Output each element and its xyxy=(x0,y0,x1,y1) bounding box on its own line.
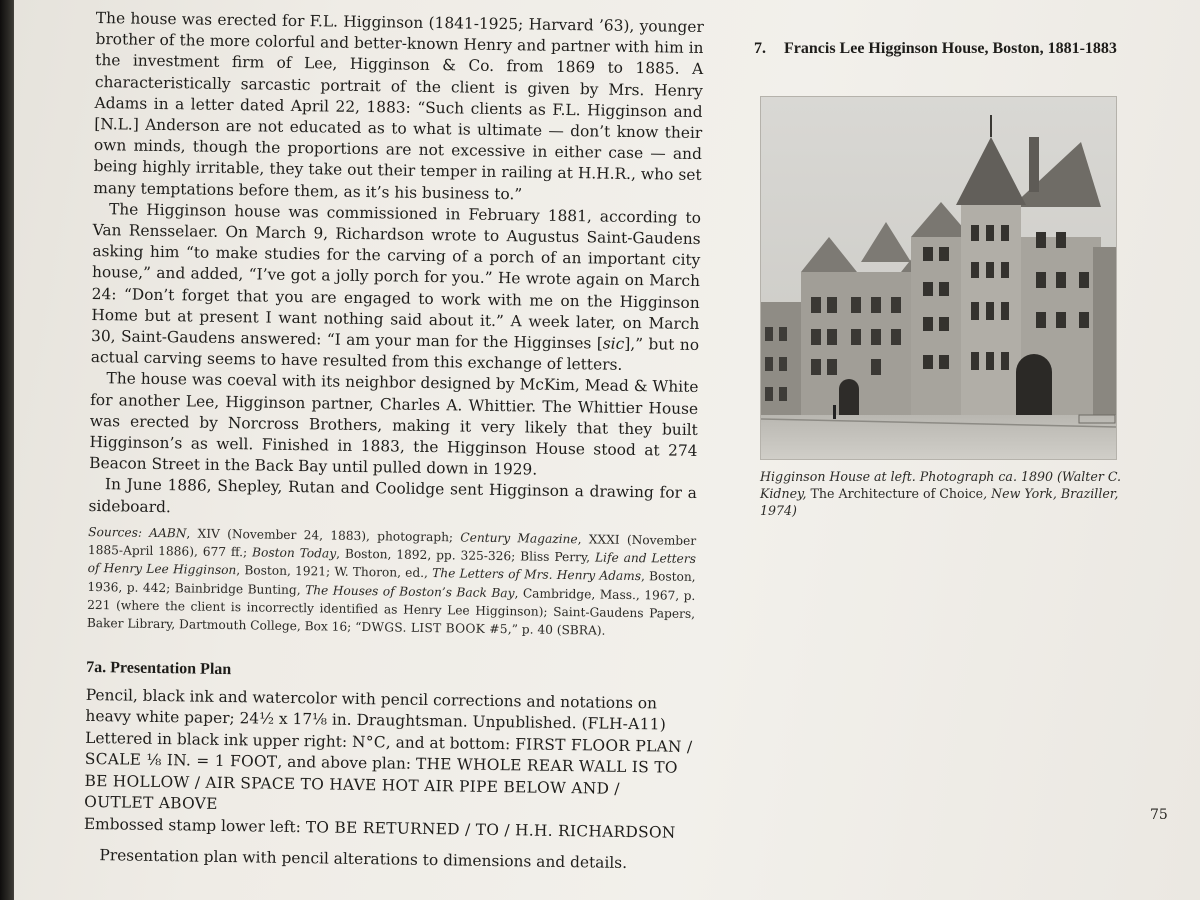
sources-text: , XIV (November 24, 1883), photograph; xyxy=(186,526,461,545)
catalog-text: ) xyxy=(659,715,666,734)
sources-title: The Houses of Boston’s Back Bay xyxy=(305,582,515,601)
catalog-smallcaps: THE WHOLE REAR WALL IS TO BE HOLLOW / AIR SPACE TO HAVE HOT AIR PIPE BELOW AND / OUTLET ABOVE xyxy=(84,754,678,814)
sources-title: Century Magazine xyxy=(460,530,578,547)
sources-title: The Letters of Mrs. Henry Adams xyxy=(432,566,642,584)
catalog-text: , and above plan: xyxy=(277,752,417,773)
catalog-text: Embossed stamp lower left: xyxy=(83,814,306,836)
sources-smallcaps: DWGS. LIST BOOK #5 xyxy=(361,620,508,637)
paragraph-commission-text-b: ],” but no actual carving seems to have resulted from this exchange of letters. xyxy=(90,334,700,375)
sources-text: , XXXI (November 1885-April 1886), 677 ff.; xyxy=(87,532,697,560)
catalog-text: Pencil, black ink and watercolor with pencil corrections and notations on heavy white paper; 24½ x 17⅛ in. Draughtsman. Unpublished. ( xyxy=(85,685,658,733)
sources-text: , Boston, 1892, pp. 325-326; Bliss Perry, xyxy=(336,546,596,565)
catalog-smallcaps: N°C xyxy=(351,732,386,752)
paragraph-client-history: The house was erected for F.L. Higginson (1841-1925; Harvard ’63), younger brother of the more colorful and better-known Henry and partner with him in the investment firm of Lee, Higginson & Co. from 1869 to 1885. A characteristically sarcastic portrait of the client is given by Mrs. Henry Adams in a letter dated April 22, 1883: “Such clients as F.L. Higginson and [N.L.] Anderson are not educated as to what is ultimate — don’t know their own minds, though the proportions are not excessive in either case — and being highly irritable, they take out their temper in railing at H.H.R., who set many temptations before them, as it’s his business to.” xyxy=(93,8,704,203)
paragraph-sideboard: In June 1886, Shepley, Rutan and Coolidge sent Higginson a drawing for a sideboard. xyxy=(88,475,697,516)
entry-title: Francis Lee Higginson House, Boston, 1881-1883 xyxy=(784,40,1117,57)
paragraph-commission xyxy=(91,199,701,378)
catalog-lettering-line xyxy=(84,728,693,823)
sources-text: , Boston, 1921; W. Thoron, ed., xyxy=(236,563,433,581)
subentry-heading: 7a. Presentation Plan xyxy=(86,658,232,678)
catalog-smallcaps: FLH-A11 xyxy=(587,714,660,734)
sources-text: ,” p. 40 (SBRA). xyxy=(507,622,606,638)
caption-text: , New York, Braziller, 1974) xyxy=(760,486,1119,518)
catalog-description-line: Presentation plan with pencil alterations to dimensions and details. xyxy=(99,846,628,873)
entry-column xyxy=(754,38,1124,518)
book-page xyxy=(14,0,1200,900)
sources-text: , Boston, 1936, p. 442; Bainbridge Bunting, xyxy=(87,569,696,597)
sic-italic: sic xyxy=(602,334,625,353)
sources-label: Sources: AABN xyxy=(88,524,187,541)
sources-title: Life and Letters of Henry Lee Higginson xyxy=(87,550,696,578)
catalog-text: , and at bottom: xyxy=(385,733,516,753)
catalog-smallcaps: TO BE RETURNED / TO / H.H. RICHARDSON xyxy=(305,817,676,842)
page-number: 75 xyxy=(1150,807,1168,823)
caption-book-title: The Architecture of Choice xyxy=(810,486,984,501)
building-photo-illustration xyxy=(761,97,1116,459)
body-text-column xyxy=(83,8,704,876)
higginson-house-photograph xyxy=(760,96,1117,460)
paragraph-commission-text-a: The Higginson house was commissioned in February 1881, according to Van Rensselaer. On March 9, Richardson wrote to Augustus Saint-Gaudens asking him “to make studies for the carving of a porch of an important city house,” and added, “I’ve got a jolly porch for you.” He wrote again on March 24: “Don’t forget that you are engaged to work with me on the Higginson Home but at present I want nothing said about it.” A week later, on March 30, Saint-Gaudens answered: “I am your man for the Higginses [ xyxy=(90,200,702,353)
catalog-text: Lettered in black ink upper right: xyxy=(85,728,353,751)
sources-title: Boston Today xyxy=(252,545,337,561)
photo-caption xyxy=(760,468,1122,519)
sources-text: , Cambridge, Mass., 1967, p. 221 (where the client is incorrectly identified as Henry Lee Higginson); Saint-Gaudens Papers, Baker Library, Dartmouth College, Box 16; “ xyxy=(86,586,696,635)
sources-note xyxy=(87,523,697,642)
entry-heading xyxy=(754,38,1124,59)
caption-text: Higginson House at left. Photograph ca. 1890 (Walter C. Kidney, xyxy=(760,469,1122,501)
entry-number: 7. xyxy=(754,40,766,57)
paragraph-whittier-house: The house was coeval with its neighbor designed by McKim, Mead & White for another Lee, Higginson partner, Charles A. Whittier. The Whittier House was erected by Norcross Brothers, making it very likely that they built Higginson’s as well. Finished in 1883, the Higginson House stood at 274 Beacon Street in the Back Bay until pulled down in 1929. xyxy=(89,369,699,479)
catalog-smallcaps: FIRST FLOOR PLAN / SCALE ⅛ IN. = 1 FOOT xyxy=(84,734,693,771)
